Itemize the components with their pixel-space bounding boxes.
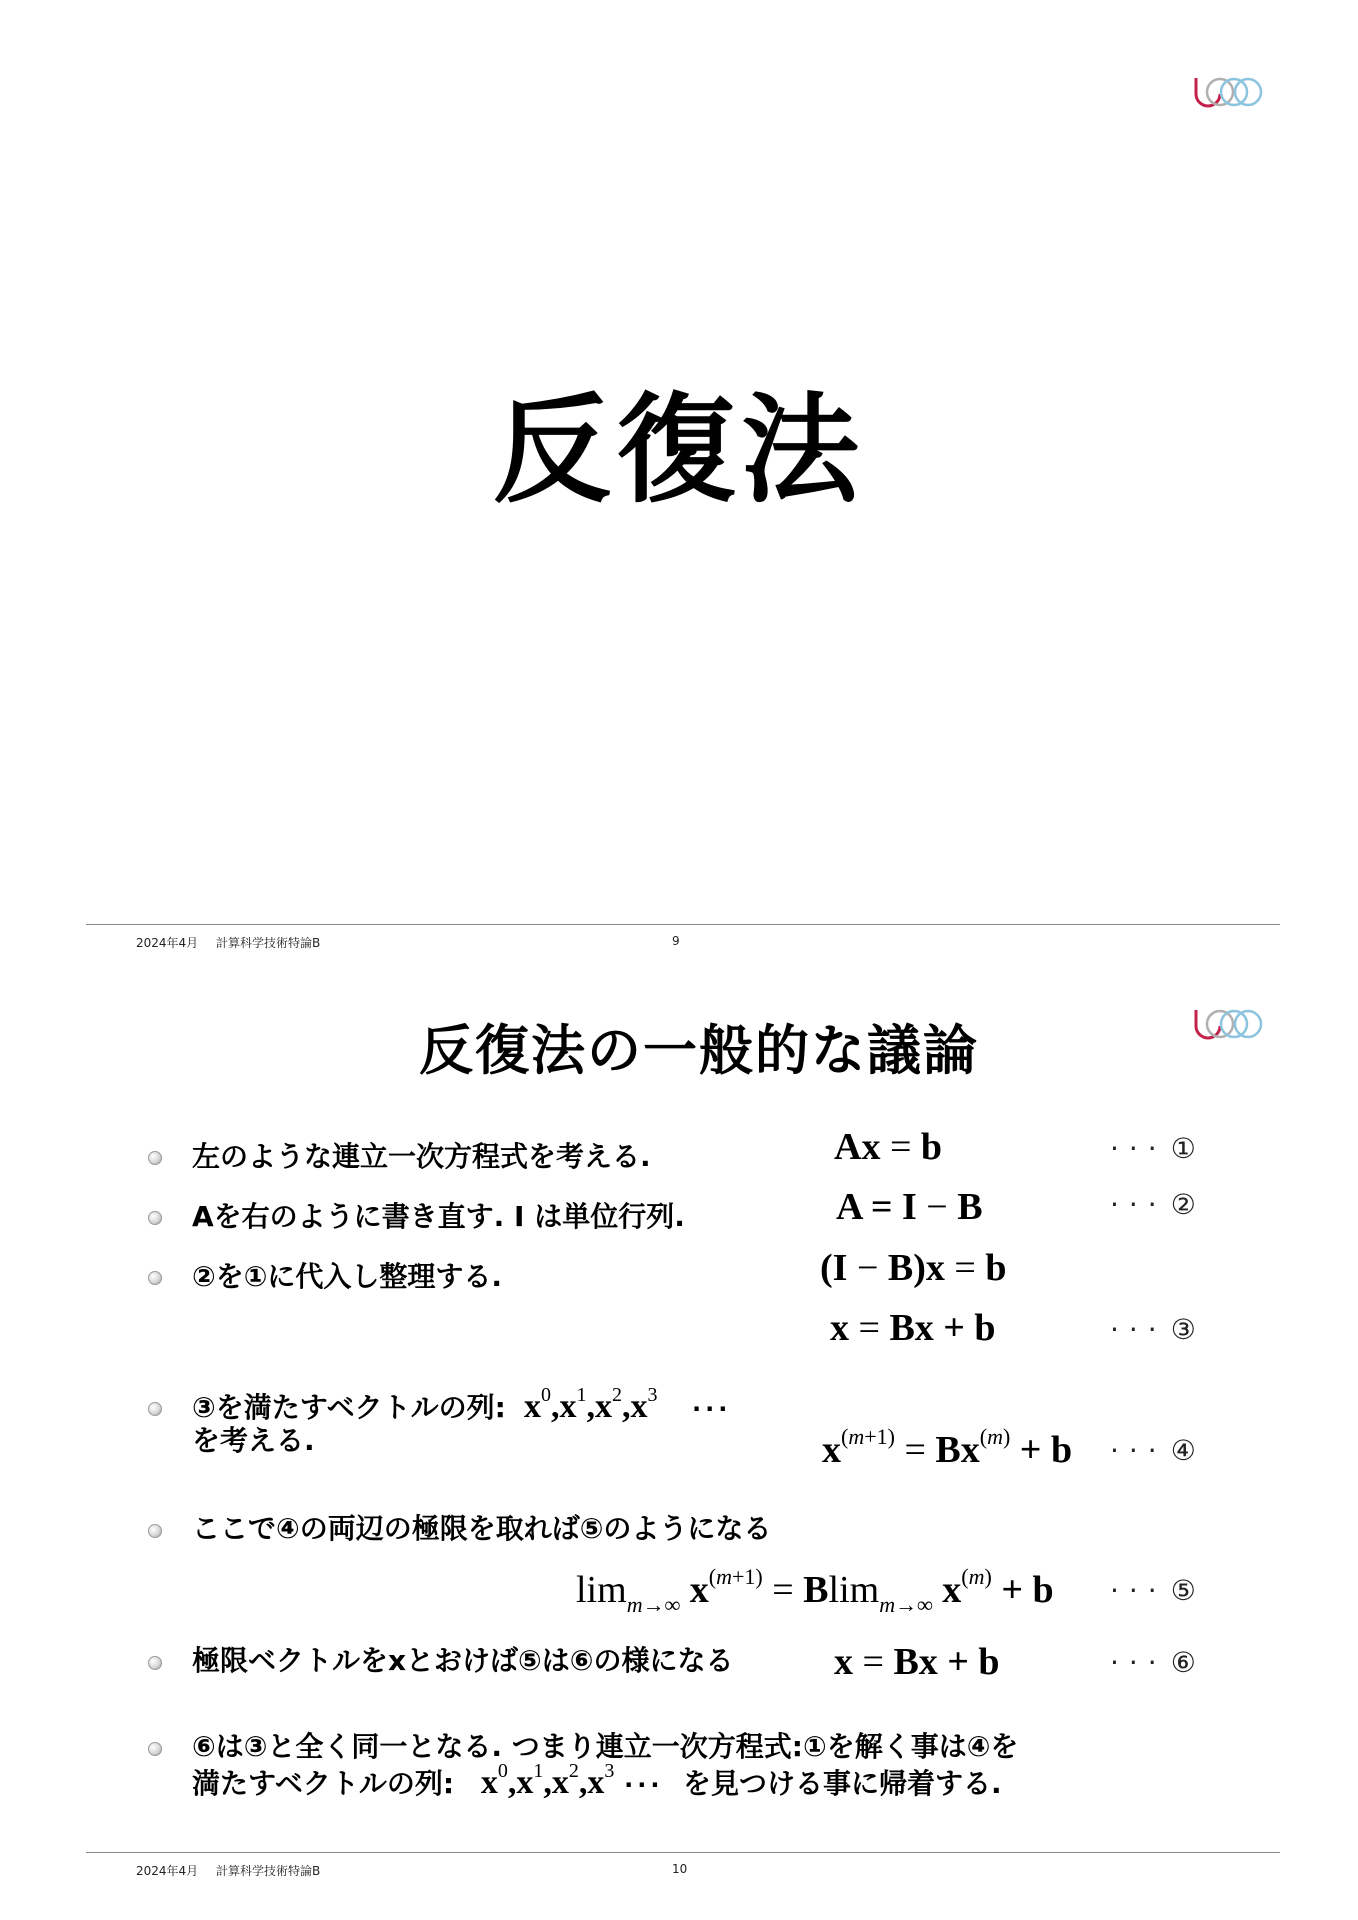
equation-number-4: ··· ④ <box>1110 1434 1196 1467</box>
bullet-icon <box>148 1151 162 1165</box>
footer-course: 計算科学技術特論B <box>216 1864 321 1878</box>
footer-rule <box>86 924 1280 925</box>
footer-date: 2024年4月 <box>136 1864 199 1878</box>
equation-number-5: ··· ⑤ <box>1110 1574 1196 1607</box>
equation-number-3: ··· ③ <box>1110 1313 1196 1346</box>
slide-2 <box>0 960 1358 1920</box>
vector-sequence: $x^0,x^1,x^2,x^3$ <box>515 1384 658 1425</box>
vector-sequence: $x^0,x^1,x^2,x^3$ <box>463 1760 615 1801</box>
footer-date: 2024年4月 <box>136 936 199 950</box>
equation-6: x = Bx + b <box>834 1641 1000 1683</box>
equation-1: Ax = b <box>834 1126 943 1168</box>
page-number: 9 <box>672 934 680 948</box>
bullet-icon <box>148 1402 162 1416</box>
bullet-icon <box>148 1656 162 1670</box>
bullet-icon <box>148 1271 162 1285</box>
bullet-text-6: 極限ベクトルをxとおけば⑤は⑥の様になる <box>192 1644 734 1677</box>
bullet-text-3: ②を①に代入し整理する. <box>192 1260 503 1293</box>
footer-rule <box>86 1852 1280 1853</box>
bullet-icon <box>148 1524 162 1538</box>
bullet-text-4b: を考える. <box>192 1424 315 1457</box>
slide-title: 反復法の一般的な議論 <box>419 1019 979 1082</box>
slide-title: 反復法 <box>492 381 865 519</box>
equation-number-1: ··· ① <box>1110 1132 1196 1165</box>
bullet-text-2: Aを右のように書き直す. I は単位行列. <box>192 1200 685 1233</box>
bullet-text-5: ここで④の両辺の極限を取れば⑤のようになる <box>192 1512 772 1545</box>
footer <box>136 934 320 951</box>
equation-number-2: ··· ② <box>1110 1188 1196 1221</box>
bullet-text-4: ③を満たすベクトルの列: $x^0,x^1,x^2,x^3$ ··· <box>192 1384 732 1425</box>
bullet-text-7: ⑥は③と全く同一となる. つまり連立一次方程式:①を解く事は④を <box>192 1730 1019 1763</box>
bullet-icon <box>148 1211 162 1225</box>
equation-3a: (I − B)x = b <box>820 1247 1007 1289</box>
equation-number-6: ··· ⑥ <box>1110 1646 1196 1679</box>
footer <box>136 1862 320 1879</box>
equation-2: A = I − B <box>836 1186 983 1228</box>
equation-5: $\lim_{m\to\infty} x^{(m+1)} = Blim_{m\to\infty}$ $x^{(m)} + b$ <box>576 1564 1054 1617</box>
equation-4: $x^{(m+1)} = Bx^{(m)} + b$ <box>822 1424 1073 1471</box>
page-number: 10 <box>672 1862 688 1876</box>
equation-3: x = Bx + b <box>830 1307 996 1349</box>
bullet-icon <box>148 1742 162 1756</box>
bullet-text-7b: 満たすベクトルの列: $x^0,x^1,x^2,x^3$ ··· を見つける事に帰着する. <box>192 1760 1002 1801</box>
footer-course: 計算科学技術特論B <box>216 936 321 950</box>
institution-logo <box>1186 72 1270 112</box>
bullet-text-1: 左のような連立一次方程式を考える. <box>192 1140 651 1173</box>
